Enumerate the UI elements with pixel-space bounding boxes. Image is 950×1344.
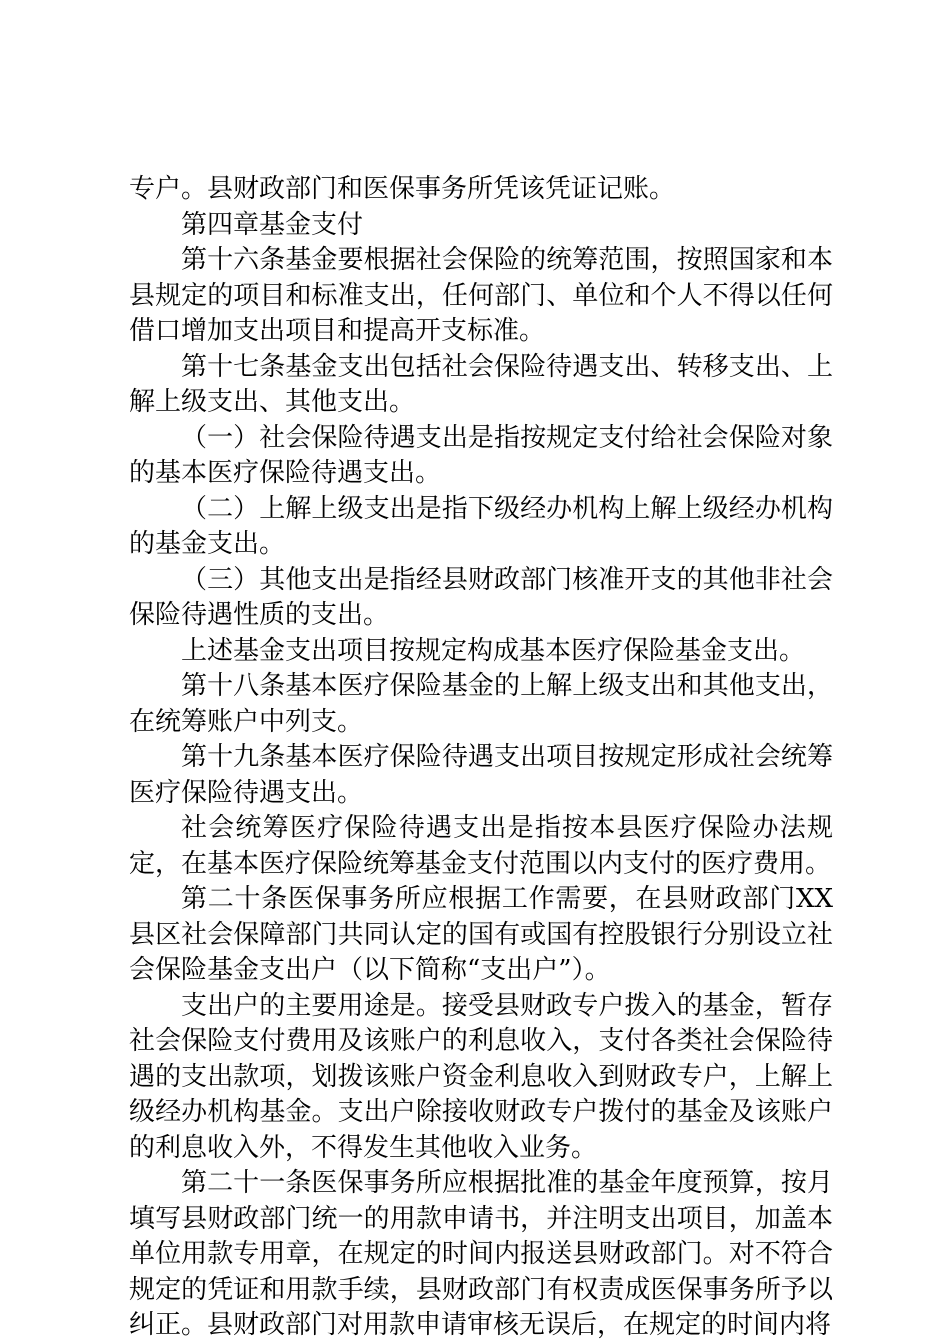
paragraph-continuation: 专户。县财政部门和医保事务所凭该凭证记账。 <box>129 174 676 204</box>
article-16: 第十六条基金要根据社会保险的统筹范围，按照国家和本县规定的项目和标准支出，任何部门、单位和个人不得以任何借口增加支出项目和提高开支标准。 <box>129 245 833 346</box>
article-17-item-1: （一）社会保险待遇支出是指按规定支付给社会保险对象的基本医疗保险待遇支出。 <box>129 422 833 488</box>
article-20-usage: 支出户的主要用途是。接受县财政专户拨入的基金，暂存社会保险支付费用及该账户的利息收入，支付各类社会保险待遇的支出款项，划拨该账户资金利息收入到财政专户，上解上级经办机构基金。支出户除接收财政专户拨付的基金及该账户的利息收入外，不得发生其他收入业务。 <box>129 990 833 1163</box>
article-17-item-3: （三）其他支出是指经县财政部门核准开支的其他非社会保险待遇性质的支出。 <box>129 564 833 630</box>
article-20: 第二十条医保事务所应根据工作需要，在县财政部门XX县区社会保障部门共同认定的国有或国有控股银行分别设立社会保险基金支出户（以下简称“支出户”）。 <box>129 884 833 985</box>
article-19: 第十九条基本医疗保险待遇支出项目按规定形成社会统筹医疗保险待遇支出。 <box>129 742 833 808</box>
article-17-item-2: （二）上解上级支出是指下级经办机构上解上级经办机构的基金支出。 <box>129 493 833 559</box>
article-19-explanation: 社会统筹医疗保险待遇支出是指按本县医疗保险办法规定，在基本医疗保险统筹基金支付范围以内支付的医疗费用。 <box>129 813 833 879</box>
summary-paragraph: 上述基金支出项目按规定构成基本医疗保险基金支出。 <box>181 635 806 666</box>
article-17: 第十七条基金支出包括社会保险待遇支出、转移支出、上解上级支出、其他支出。 <box>129 351 833 417</box>
article-18: 第十八条基本医疗保险基金的上解上级支出和其他支出，在统筹账户中列支。 <box>129 671 833 737</box>
chapter-heading: 第四章基金支付 <box>181 209 364 240</box>
document-body <box>129 172 833 1344</box>
article-21: 第二十一条医保事务所应根据批准的基金年度预算，按月填写县财政部门统一的用款申请书，并注明支出项目，加盖本单位用款专用章，在规定的时间内报送县财政部门。对不符合规定的凭证和用款手续，县财政部门有权责成医保事务所予以纠正。县财政部门对用款申请审核无误后，在规定的时间内将 <box>129 1168 833 1340</box>
